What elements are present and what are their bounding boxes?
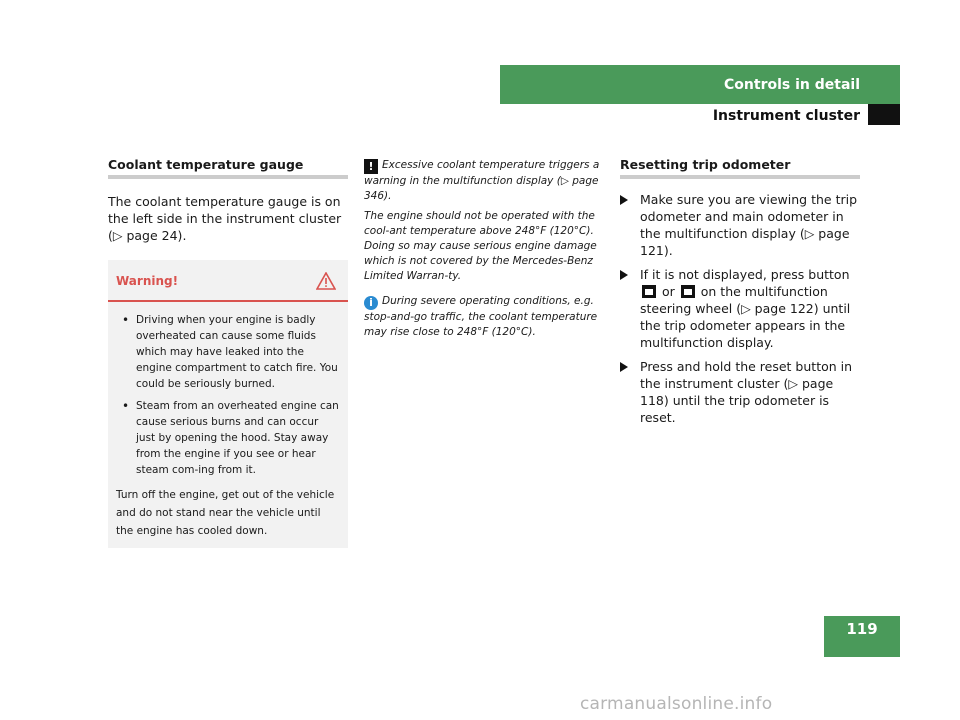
caution-note-text-a: Excessive coolant temperature triggers a warning in the multifunction display (▷ page 346). bbox=[364, 159, 600, 202]
trip-odometer-heading: Resetting trip odometer bbox=[620, 157, 860, 179]
warning-item: • Steam from an overheated engine can cause serious burns and can occur just by opening the hood. Stay away from the engine if you see or hear steam com-ing from it. bbox=[116, 398, 340, 478]
notes-column bbox=[364, 158, 606, 345]
trip-odometer-column bbox=[620, 157, 860, 433]
display-button-icon bbox=[681, 285, 695, 298]
section-title: Controls in detail bbox=[724, 76, 860, 93]
header-band bbox=[500, 65, 900, 104]
warning-header bbox=[108, 260, 348, 302]
warning-box bbox=[108, 260, 348, 548]
warning-triangle-icon bbox=[316, 272, 336, 290]
subsection-title: Instrument cluster bbox=[712, 108, 860, 124]
step2-text-b: or bbox=[661, 284, 675, 299]
coolant-gauge-column bbox=[108, 157, 348, 548]
warning-item: • Driving when your engine is badly overheated can cause some fluids which may have leaked into the engine compartment to catch fire. You could be seriously burned. bbox=[116, 312, 340, 392]
steps-list bbox=[620, 191, 860, 426]
page-number: 119 bbox=[846, 620, 878, 638]
caution-note bbox=[364, 158, 606, 204]
info-icon: i bbox=[364, 296, 378, 310]
step-item bbox=[620, 266, 860, 351]
watermark: carmanualsonline.info bbox=[580, 694, 773, 714]
step2-text-c: on the multifunction steering wheel (▷ page 122) until the trip odometer appears in the multifunction display. bbox=[640, 284, 851, 350]
page-number-box bbox=[824, 616, 900, 657]
step-item: Make sure you are viewing the trip odometer and main odometer in the multifunction display (▷ page 121). bbox=[620, 191, 860, 259]
info-note-text: During severe operating conditions, e.g. stop-and-go traffic, the coolant temperature may rise close to 248°F (120°C). bbox=[364, 295, 598, 338]
caution-note-text-b: The engine should not be operated with the cool-ant temperature above 248°F (120°C). Doing so may cause serious engine damage which is not covered by the Mercedes-Benz Limited Warran-ty. bbox=[364, 210, 597, 282]
step-item: Press and hold the reset button in the instrument cluster (▷ page 118) until the trip odometer is reset. bbox=[620, 358, 860, 426]
coolant-gauge-paragraph: The coolant temperature gauge is on the left side in the instrument cluster (▷ page 24). bbox=[108, 194, 342, 243]
step2-text-a: If it is not displayed, press button bbox=[640, 267, 850, 282]
warning-list bbox=[108, 302, 348, 478]
warning-title: Warning! bbox=[116, 274, 179, 288]
display-button-icon bbox=[642, 285, 656, 298]
section-tab-marker bbox=[868, 104, 900, 125]
info-note bbox=[364, 294, 606, 340]
coolant-gauge-heading: Coolant temperature gauge bbox=[108, 157, 348, 179]
warning-footer: Turn off the engine, get out of the vehicle and do not stand near the vehicle until the engine has cooled down. bbox=[116, 489, 335, 537]
exclamation-icon: ! bbox=[364, 159, 378, 174]
